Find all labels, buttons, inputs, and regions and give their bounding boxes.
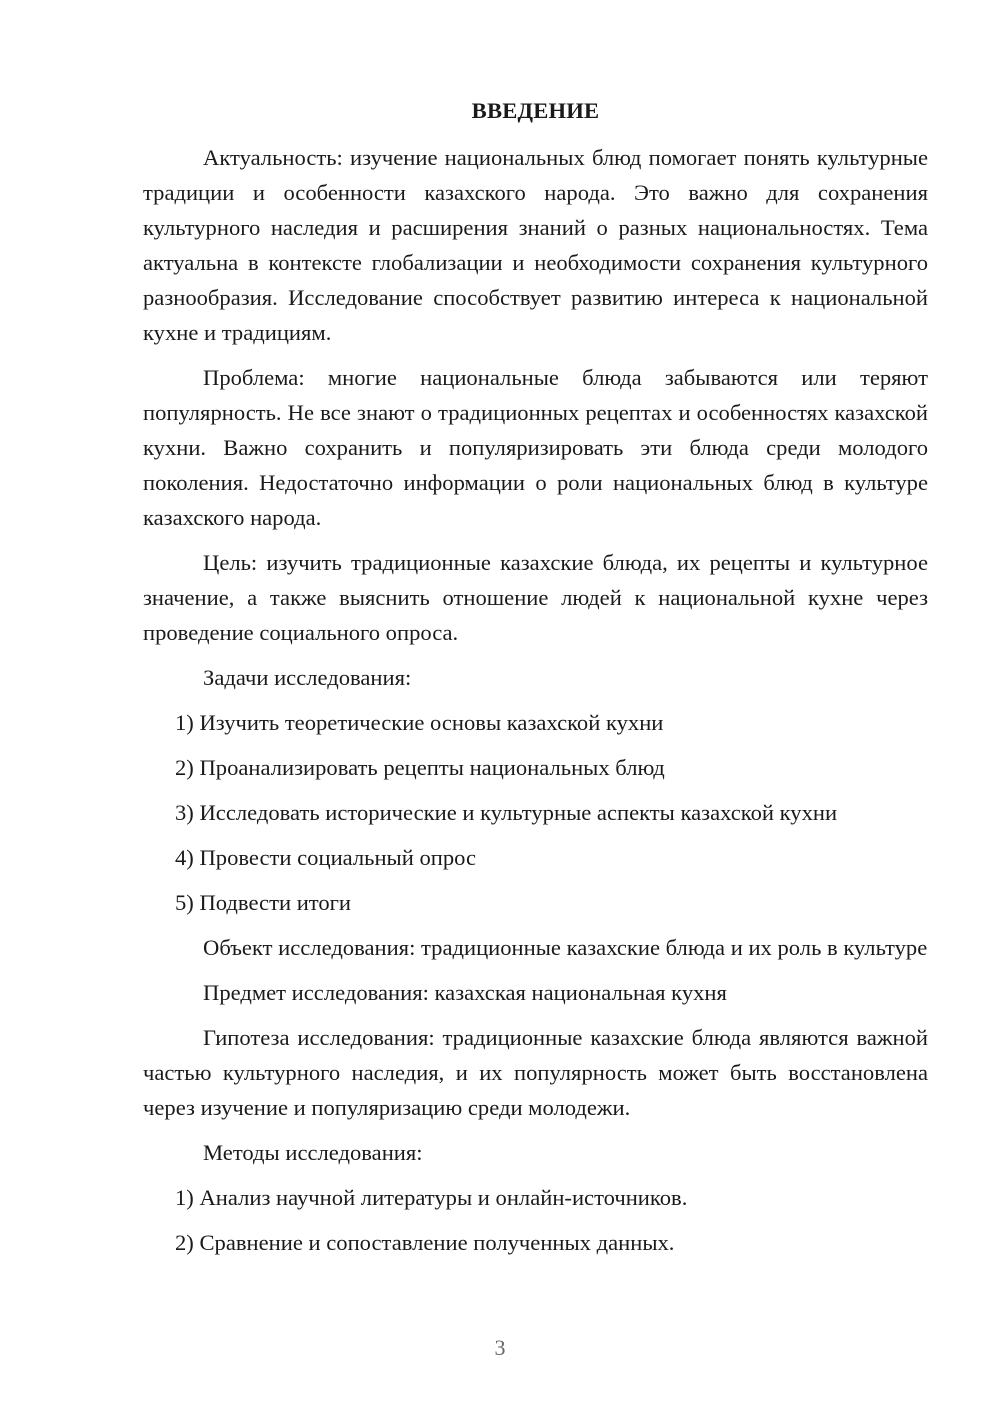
- methods-heading: Методы исследования:: [203, 1140, 423, 1165]
- method-item: 1) Анализ научной литературы и онлайн-источников.: [175, 1185, 688, 1210]
- tasks-list: [143, 705, 928, 920]
- method-item: 2) Сравнение и сопоставление полученных данных.: [175, 1230, 675, 1255]
- hypothesis-paragraph: Гипотеза исследования: традиционные казахские блюда являются важной частью культурного наследия, и их популярность может быть восстановлена через изучение и популяризацию среди молодежи.: [143, 1025, 928, 1120]
- task-item: 3) Исследовать исторические и культурные аспекты казахской кухни: [175, 800, 838, 825]
- subject-paragraph: Предмет исследования: казахская национальная кухня: [203, 980, 727, 1005]
- task-item: 5) Подвести итоги: [175, 890, 352, 915]
- problem-paragraph: Проблема: многие национальные блюда забываются или теряют популярность. Не все знают о традиционных рецептах и особенностях казахской кухни. Важно сохранить и популяризировать эти блюда среди молодого поколения. Недостаточно информации о роли национальных блюд в культуре казахского народа.: [143, 365, 928, 530]
- page-content: [143, 96, 928, 1270]
- methods-list: [143, 1180, 928, 1260]
- object-paragraph: Объект исследования: традиционные казахские блюда и их роль в культуре: [203, 935, 928, 960]
- page-number: 3: [494, 1335, 506, 1360]
- task-item: 1) Изучить теоретические основы казахской кухни: [175, 710, 664, 735]
- goal-paragraph: Цель: изучить традиционные казахские блюда, их рецепты и культурное значение, а также выяснить отношение людей к национальной кухне через проведение социального опроса.: [143, 550, 928, 645]
- tasks-heading: Задачи исследования:: [203, 665, 412, 690]
- task-item: 4) Провести социальный опрос: [175, 845, 477, 870]
- page-title: ВВЕДЕНИЕ: [471, 98, 600, 123]
- task-item: 2) Проанализировать рецепты национальных блюд: [175, 755, 665, 780]
- relevance-paragraph: Актуальность: изучение национальных блюд помогает понять культурные традиции и особенности казахского народа. Это важно для сохранения культурного наследия и расширения знаний о разных национальностях. Тема актуальна в контексте глобализации и необходимости сохранения культурного разнообразия. Исследование способствует развитию интереса к национальной кухне и традициям.: [143, 145, 928, 345]
